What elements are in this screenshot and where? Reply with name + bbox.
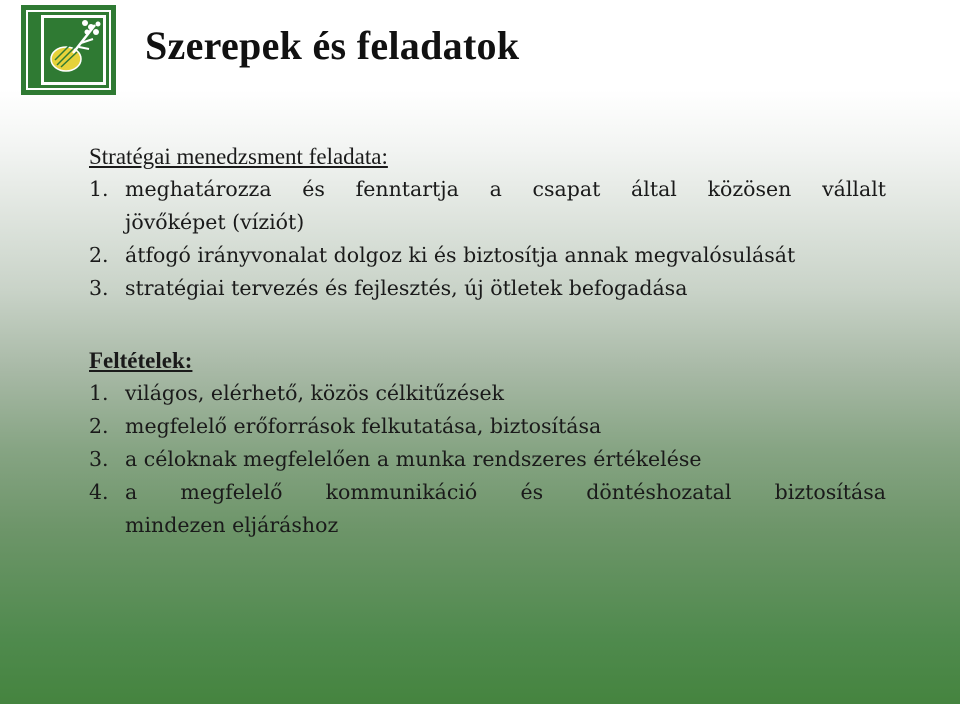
item-text: megfelelő erőforrások felkutatása, biztosítása <box>125 414 602 438</box>
list-item <box>89 476 886 542</box>
item-text: stratégiai tervezés és fejlesztés, új ötletek befogadása <box>125 276 688 300</box>
list-item <box>89 377 886 410</box>
list-item <box>89 239 886 272</box>
item-text: a megfelelő kommunikáció és döntéshozatal biztosítása <box>125 480 886 504</box>
item-number: 1. <box>89 177 109 201</box>
list-item <box>89 410 886 443</box>
list-item <box>89 272 886 305</box>
item-text: a céloknak megfelelően a munka rendszeres értékelése <box>125 447 702 471</box>
slide-content <box>89 140 886 542</box>
item-number: 1. <box>89 381 109 405</box>
item-number: 2. <box>89 243 109 267</box>
item-text: világos, elérhető, közös célkitűzések <box>125 381 505 405</box>
list-item <box>89 443 886 476</box>
item-text: meghatározza és fenntartja a csapat által közösen vállalt <box>125 177 886 201</box>
section-heading-strategy: Stratégai menedzsment feladata: <box>89 144 388 169</box>
item-number: 4. <box>89 480 109 504</box>
item-number: 3. <box>89 276 109 300</box>
item-number: 2. <box>89 414 109 438</box>
item-text: átfogó irányvonalat dolgoz ki és biztosítja annak megvalósulását <box>125 243 796 267</box>
item-number: 3. <box>89 447 109 471</box>
item-text-continued: mindezen eljáráshoz <box>125 513 339 537</box>
page-title: Szerepek és feladatok <box>145 23 520 68</box>
section-heading-conditions: Feltételek: <box>89 348 193 373</box>
leader-plus-logo <box>21 5 116 95</box>
list-item <box>89 173 886 239</box>
item-text-continued: jövőképet (víziót) <box>125 210 305 234</box>
